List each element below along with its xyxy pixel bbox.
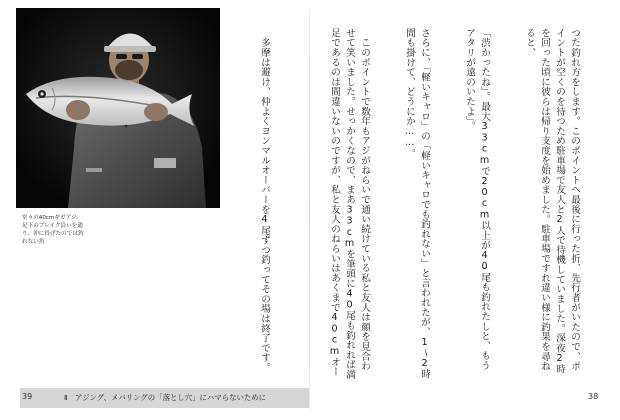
paragraph: つた釣れ方をします。このポイントへ最後に行った折、先行者がいたので、ポイントが空くのを待つため駐車場で友人と2人で待機していました。深夜2時を回った頃に彼らは帰り支度を始めました。駐車場ですれ違い様に釣果を尋ねると、: [524, 28, 580, 374]
caption-line: 堂々の40cmギガアジ。: [22, 215, 82, 221]
caption-line: れない魚: [22, 239, 45, 245]
caption-line: り、沖に投げたのでは釣: [22, 231, 84, 237]
paragraph: 多摩は避け、仲よくヨンマルオーバーを4尾ずつ釣ってその場は終了です。: [259, 28, 270, 373]
page-footer: [0, 388, 620, 410]
page-gutter: [309, 8, 310, 412]
angler-photo: [16, 8, 220, 208]
photo-caption: [22, 214, 120, 246]
left-page-number: 39: [22, 392, 33, 401]
paragraph: このポイントで数年もアジがねらいで通い続けている私と友人は顔を見合わせて笑いました。せっかくなので、まあ33cmを筆頭に40尾も釣れれば満足であるのは間違いないのですが、私と友人のねらいはあくまで40cmオー: [329, 28, 370, 380]
paragraph: 「渋かったね」。最大33cmで20cm以上が40尾も釣れたしと、もうアタリが遠のいたよ」。: [464, 28, 490, 371]
running-chapter-title: Ⅱ アジング、メバリングの「落とし穴」にハマらないために: [64, 393, 267, 402]
paragraph: さらに、「軽いキャロ」の「軽いキャロでも釣れない」と言われたが、1～2時間も掛けて、どうにか……。: [404, 28, 430, 379]
caption-line: 足下のブレイク沿いを通: [22, 223, 83, 229]
left-page-body-text: [228, 28, 302, 380]
right-page-number: 38: [588, 392, 599, 401]
right-page-body-text: [328, 28, 612, 380]
angler-with-fish-illustration: [16, 8, 220, 208]
